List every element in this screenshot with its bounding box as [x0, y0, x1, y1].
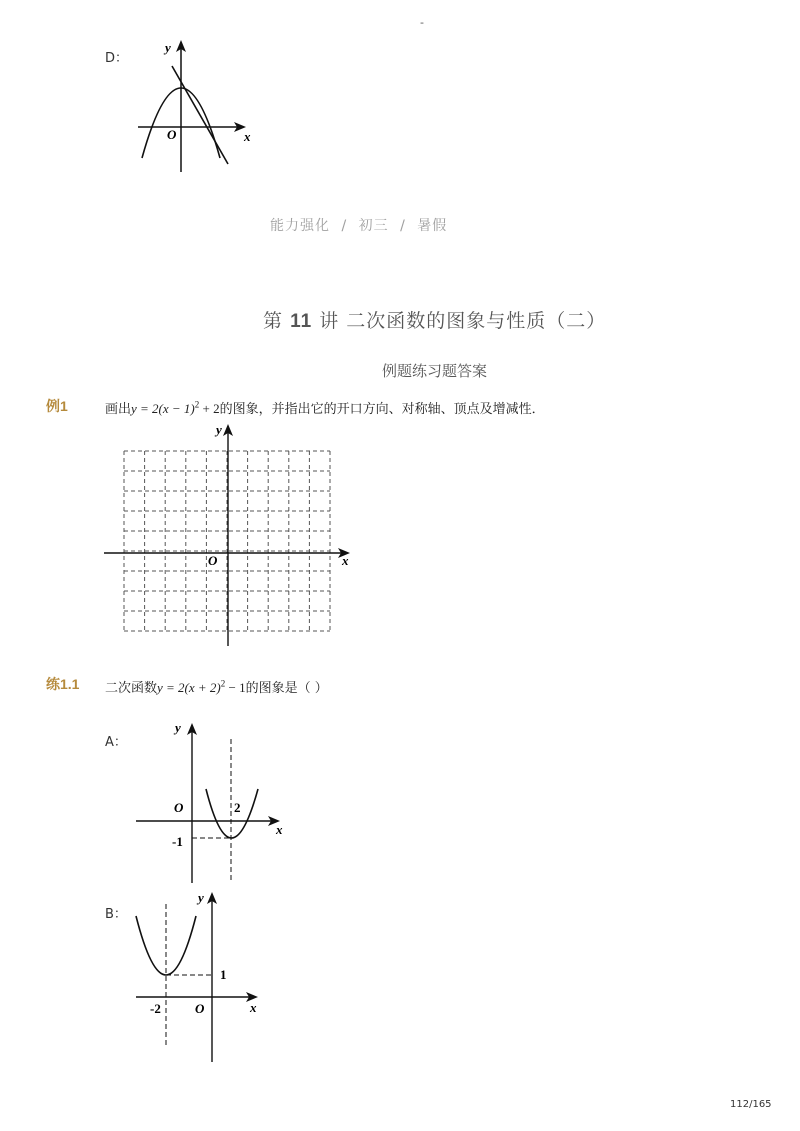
- x-axis-label: x: [250, 1000, 257, 1015]
- x-axis-label: x: [244, 129, 251, 144]
- grid-lines: [124, 451, 330, 631]
- formula-main: y = 2(x − 1): [131, 401, 195, 416]
- breadcrumb-separator: /: [400, 218, 406, 234]
- question-text: 二次函数: [105, 681, 158, 696]
- formula: [131, 401, 220, 416]
- example-question: [105, 398, 545, 417]
- top-dash: -: [420, 16, 424, 29]
- formula: [157, 680, 246, 695]
- option-d-label: D：: [105, 51, 129, 66]
- formula-main: y = 2(x + 2): [157, 680, 221, 695]
- coordinate-grid: [100, 418, 360, 650]
- formula-exponent: 2: [220, 678, 226, 689]
- y-axis-label: y: [198, 890, 204, 905]
- lecture-prefix: 第: [263, 310, 284, 332]
- y-tick-label: 1: [220, 967, 227, 982]
- breadcrumb-separator: /: [341, 218, 348, 234]
- x-axis-label: x: [276, 822, 283, 837]
- practice-question: [105, 677, 328, 696]
- practice-label: 练1.1: [46, 676, 80, 692]
- origin-label: O: [174, 800, 184, 815]
- page-number: 112/165: [730, 1099, 772, 1110]
- y-axis-label: y: [175, 720, 181, 735]
- formula-tail: − 1: [225, 680, 246, 695]
- breadcrumb-item: 暑假: [417, 218, 448, 234]
- example-label: 例1: [46, 398, 68, 414]
- origin-label: O: [167, 127, 177, 142]
- origin-label: O: [208, 553, 218, 568]
- breadcrumb-item: 能力强化: [270, 218, 330, 234]
- x-axis-label: x: [342, 553, 349, 568]
- lecture-suffix: 讲 二次函数的图象与性质（二）: [319, 310, 607, 332]
- x-tick-label: 2: [234, 800, 241, 815]
- breadcrumb-item: 初三: [358, 218, 389, 234]
- formula-exponent: 2: [194, 399, 200, 410]
- option-b-graph: [130, 886, 280, 1064]
- x-tick-label: -2: [150, 1001, 161, 1016]
- parabola-curve: [206, 789, 258, 838]
- lecture-title: [263, 306, 606, 333]
- question-text: 的图象是（ ）: [245, 681, 328, 696]
- origin-label: O: [195, 1001, 205, 1016]
- option-b-label: B：: [105, 907, 127, 922]
- y-axis-label: y: [165, 40, 171, 55]
- question-text: 的图象，并指出它的开口方向、对称轴、顶点及增减性．: [219, 402, 545, 417]
- breadcrumb: [270, 215, 447, 235]
- y-axis-label: y: [216, 422, 222, 437]
- question-text: 画出: [105, 402, 132, 417]
- section-title: 例题练习题答案: [382, 362, 488, 380]
- option-a-label: A：: [105, 735, 127, 750]
- option-a-graph: [130, 715, 290, 885]
- formula-tail: + 2: [199, 401, 220, 416]
- option-d-graph: [130, 36, 260, 176]
- lecture-number: 11: [290, 311, 313, 332]
- y-tick-label: -1: [172, 834, 183, 849]
